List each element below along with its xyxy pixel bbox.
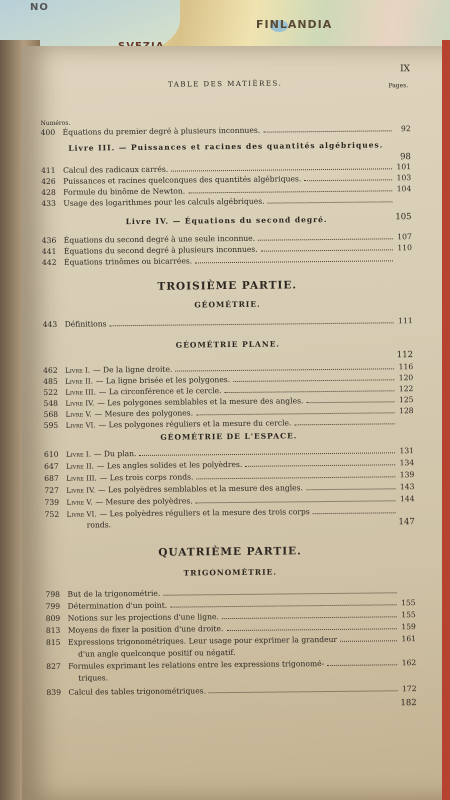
book-cover-edge — [442, 40, 450, 800]
toc-entry: 610 Livre I. — Du plan. 131 — [43, 446, 415, 459]
toc-entry: 522 Livre III. — La circonférence et le cercle. 122 — [43, 384, 414, 397]
toc-entry: 443 Définitions 111 — [42, 316, 413, 329]
toc-entry: 799 Détermination d'un point. 155 — [45, 598, 416, 611]
toc-entry: 426 Puissances et racines quelconques des quantités algébriques. 103 — [41, 173, 412, 186]
toc-entry: 428 Formule du binôme de Newton. 104 — [41, 184, 412, 197]
map-label-finlandia: FINLANDIA — [256, 18, 333, 31]
toc-entry: 411 Calcul des radicaux carrés. 101 — [41, 162, 412, 175]
section-geometrie-espace: GÉOMÉTRIE DE L'ESPACE. — [160, 431, 298, 442]
trig-last-page: 182 — [400, 698, 417, 709]
section-geometrie-plane: GÉOMÉTRIE PLANE. — [175, 339, 281, 350]
toc-entry: 442 Équations trinômes ou bicarrées. — [42, 254, 412, 267]
toc-entry: 739 Livre V. — Mesure des polyèdres. 144 — [44, 494, 415, 507]
running-head: TABLE DES MATIÈRES. — [167, 79, 283, 89]
pages-label: Pages. — [388, 82, 409, 90]
toc-entry: 727 Livre IV. — Les polyèdres semblables et la mesure des angles. 143 — [44, 482, 415, 495]
map-label-top: NO — [30, 2, 49, 13]
part-title-4: QUATRIÈME PARTIE. — [158, 545, 302, 559]
toc-entry: 433 Usage des logarithmes pour les calculs algébriques. — [41, 195, 411, 208]
plane-top-page: 112 — [396, 350, 414, 361]
numbers-label: Numéros. — [40, 119, 71, 127]
toc-entry: 485 Livre II. — La ligne brisée et les polygones. 120 — [43, 373, 414, 386]
cont-815: d'un angle quelconque positif ou négatif. — [78, 647, 236, 659]
livre4-title-page: 105 — [395, 212, 412, 223]
livre3-title: Livre III. — Puissances et racines des quantités algébriques. — [68, 140, 384, 153]
section-trigonometrie: TRIGONOMÉTRIE. — [183, 567, 277, 578]
table-of-contents-page — [40, 66, 418, 800]
section-geometrie: GÉOMÉTRIE. — [194, 299, 261, 310]
toc-entry: 436 Équations du second degré à une seule inconnue. 107 — [41, 232, 412, 245]
space-last-cont: ronds. — [86, 520, 112, 530]
toc-entry: 647 Livre II. — Les angles solides et les polyèdres. 134 — [44, 458, 415, 471]
livre3-title-page: 98 — [400, 152, 411, 163]
toc-entry: 752 Livre VI. — Les polyèdres réguliers et la mesure des trois corps — [45, 506, 415, 519]
toc-entry: 687 Livre III. — Les trois corps ronds. 139 — [44, 470, 415, 483]
toc-entry: 827 Formules exprimant les relations entre les expressions trigonomé- 162 — [46, 658, 417, 671]
toc-entry: 813 Moyens de fixer la position d'une droite. 159 — [45, 622, 416, 635]
part-title-3: TROISIÈME PARTIE. — [157, 279, 298, 293]
toc-entry: 595 Livre VI. — Les polygones réguliers et la mesure du cercle. — [44, 417, 414, 430]
toc-entry: 839 Calcul des tables trigonométriques. 172 — [46, 684, 417, 697]
toc-entry: 815 Expressions trigonométriques. Leur usage pour exprimer la grandeur 161 — [45, 634, 417, 647]
toc-entry: 400 Équations du premier degré à plusieurs inconnues. 92 — [40, 124, 411, 137]
livre4-title: Livre IV. — Équations du second degré. — [125, 214, 328, 227]
cont-827: triques. — [78, 673, 109, 683]
space-last-page: 147 — [398, 517, 415, 528]
toc-entry: 809 Notions sur les projections d'une ligne. 155 — [45, 610, 416, 623]
toc-entry: 462 Livre I. — De la ligne droite. 116 — [43, 362, 414, 375]
toc-entry: 441 Équations du second degré à plusieurs inconnues. 110 — [41, 243, 412, 256]
toc-entry: 568 Livre V. — Mesure des polygones. 128 — [43, 406, 414, 419]
page-number: IX — [399, 64, 411, 75]
toc-entry: 548 Livre IV. — Les polygones semblables et la mesure des angles. 125 — [43, 395, 414, 408]
toc-entry: 798 But de la trigonométrie. — [45, 586, 415, 599]
